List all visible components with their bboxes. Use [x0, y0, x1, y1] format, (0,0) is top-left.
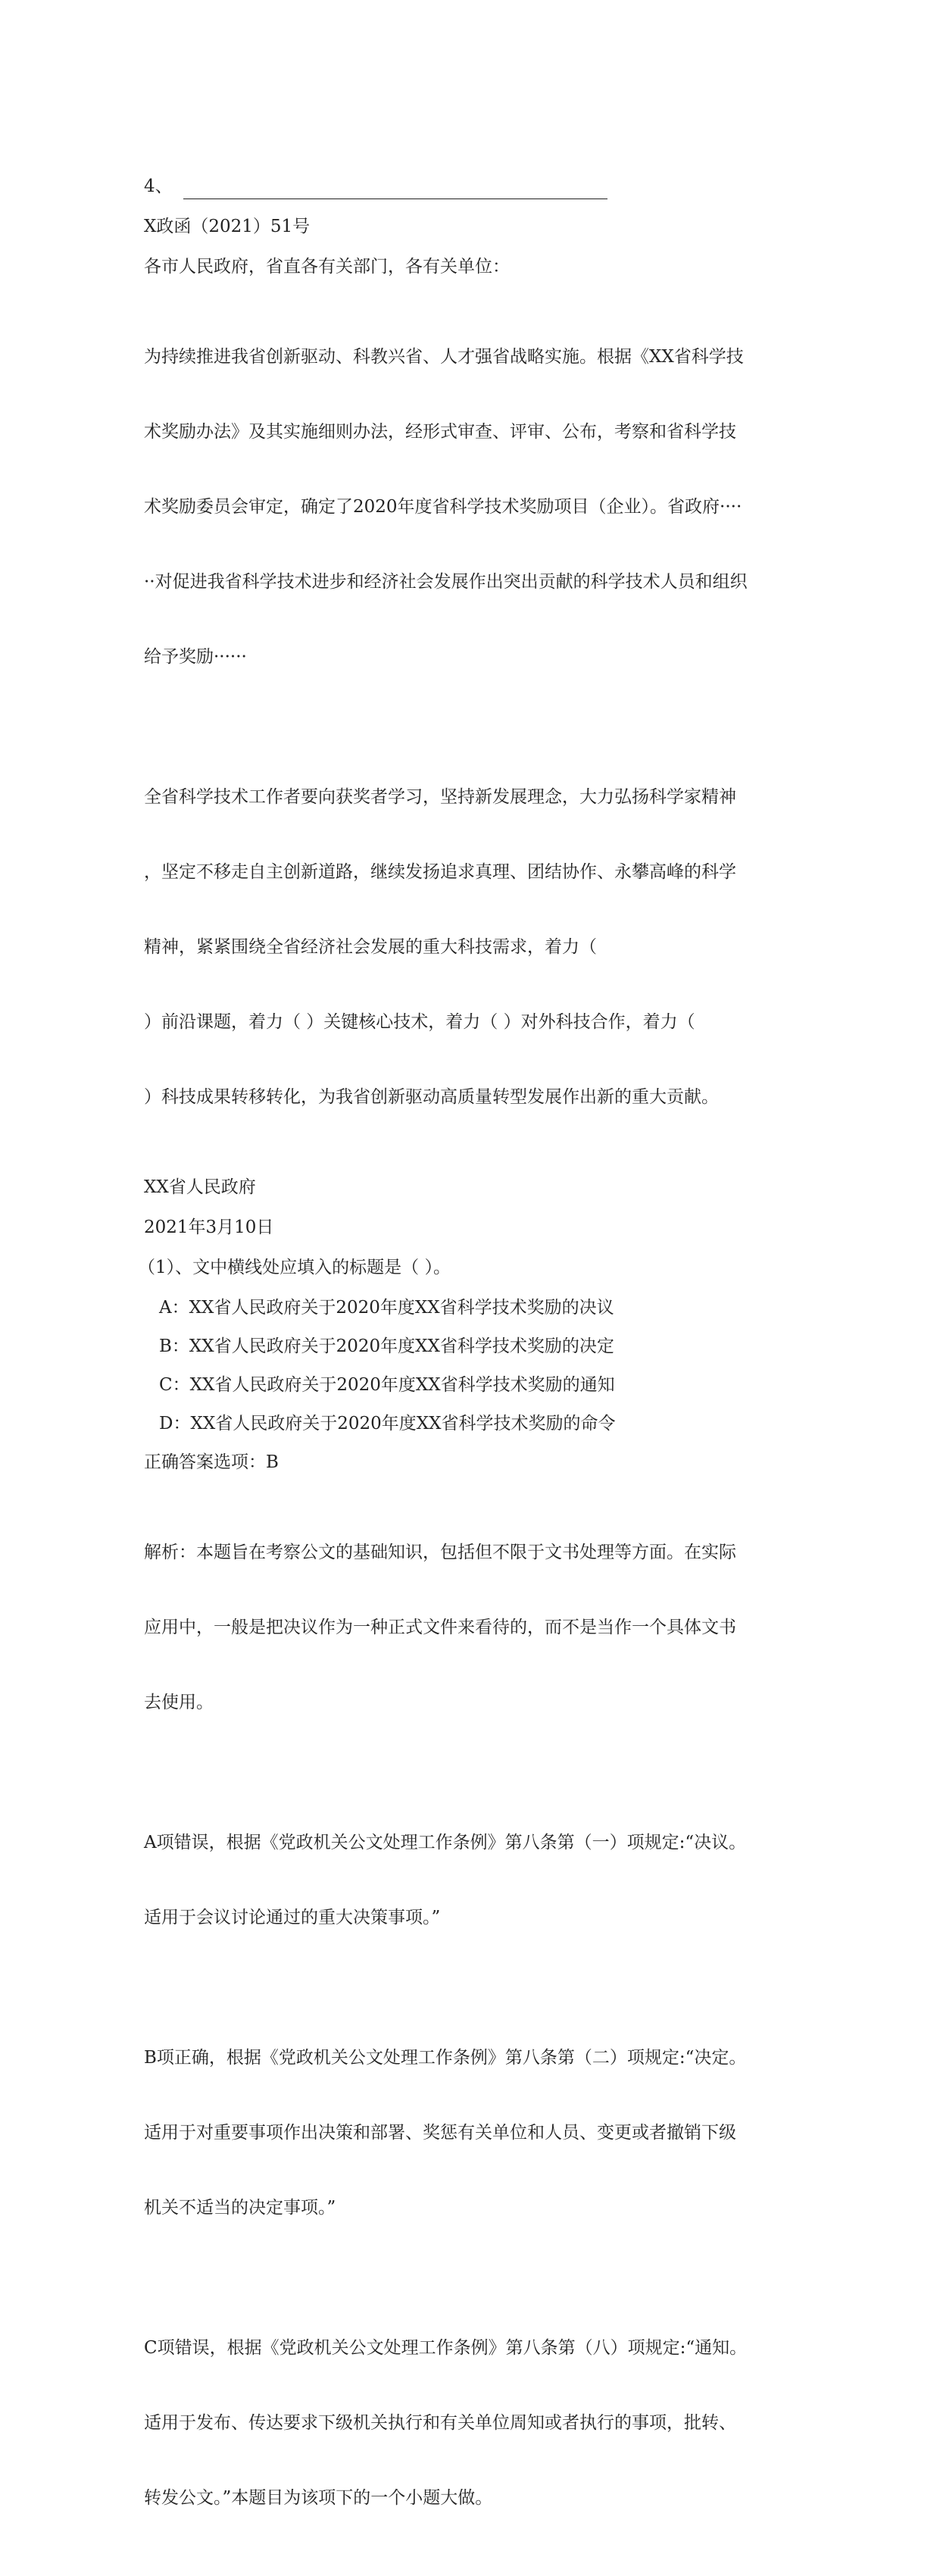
doc-issuer: XX省人民政府 — [144, 1177, 256, 1197]
doc-paragraph-2 — [144, 735, 803, 1160]
option-a: A：XX省人民政府关于2020年度XX省科学技术奖励的决议 — [159, 1298, 614, 1318]
text-line: 适用于会议讨论通过的重大决策事项。” — [144, 1908, 441, 1927]
document-page — [138, 174, 803, 2576]
option-c: C：XX省人民政府关于2020年度XX省科学技术奖励的通知 — [159, 1375, 615, 1395]
text-line: 全省科学技术工作者要向获奖者学习，坚持新发展理念，大力弘扬科学家精神 — [144, 787, 736, 807]
text-line: ··对促进我省科学技术进步和经济社会发展作出突出贡献的科学技术人员和组织 — [144, 572, 748, 592]
question-stem: （1）、文中横线处应填入的标题是（ ）。 — [138, 1258, 451, 1277]
doc-paragraph-1 — [144, 295, 803, 720]
text-line: 术奖励办法》及其实施细则办法，经形式审查、评审、公布，考察和省科学技 — [144, 422, 736, 442]
analysis-b — [144, 1996, 803, 2271]
doc-salutation: 各市人民政府，省直各有关部门，各有关单位： — [144, 257, 510, 277]
text-line: 适用于对重要事项作出决策和部署、奖惩有关单位和人员、变更或者撤销下级 — [144, 2123, 736, 2143]
text-line: C项错误，根据《党政机关公文处理工作条例》第八条第（八）项规定:“通知。 — [144, 2338, 748, 2358]
text-line: A项错误，根据《党政机关公文处理工作条例》第八条第（一）项规定:“决议。 — [144, 1833, 747, 1852]
text-line: 转发公文。”本题目为该项下的一个小题大做。 — [144, 2488, 493, 2508]
text-line: 去使用。 — [144, 1693, 214, 1712]
doc-reference: X政函（2021）51号 — [144, 217, 311, 236]
text-line: 为持续推进我省创新驱动、科教兴省、人才强省战略实施。根据《XX省科学技 — [144, 347, 744, 367]
text-line: ）科技成果转移转化，为我省创新驱动高质量转型发展作出新的重大贡献。 — [144, 1087, 719, 1107]
correct-answer: 正确答案选项：B — [144, 1452, 279, 1472]
text-line: ，坚定不移走自主创新道路，继续发扬追求真理、团结协作、永攀高峰的科学 — [144, 862, 736, 882]
question-number: 4、 — [144, 177, 173, 196]
text-line: 精神，紧紧围绕全省经济社会发展的重大科技需求，着力（ — [144, 937, 597, 957]
analysis-c — [144, 2286, 803, 2561]
analysis-intro — [144, 1490, 803, 1765]
doc-date: 2021年3月10日 — [144, 1218, 274, 1237]
text-line: 适用于发布、传达要求下级机关执行和有关单位周知或者执行的事项，批转、 — [144, 2413, 736, 2433]
text-line: 给予奖励······ — [144, 647, 247, 667]
text-line: 应用中，一般是把决议作为一种正式文件来看待的，而不是当作一个具体文书 — [144, 1618, 736, 1637]
option-d: D：XX省人民政府关于2020年度XX省科学技术奖励的命令 — [159, 1414, 616, 1433]
text-line: 术奖励委员会审定，确定了2020年度省科学技术奖励项目（企业）。省政府···· — [144, 497, 742, 517]
text-line: 机关不适当的决定事项。” — [144, 2198, 336, 2218]
option-b: B：XX省人民政府关于2020年度XX省科学技术奖励的决定 — [159, 1336, 614, 1356]
text-line: 解析：本题旨在考察公文的基础知识，包括但不限于文书处理等方面。在实际 — [144, 1543, 736, 1562]
title-blank-line — [144, 174, 803, 199]
analysis-a — [144, 1780, 803, 1980]
text-line: B项正确，根据《党政机关公文处理工作条例》第八条第（二）项规定:“决定。 — [144, 2048, 747, 2068]
text-line: ）前沿课题，着力（ ）关键核心技术，着力（ ）对外科技合作，着力（ — [144, 1012, 695, 1032]
blank-underline — [183, 183, 607, 199]
